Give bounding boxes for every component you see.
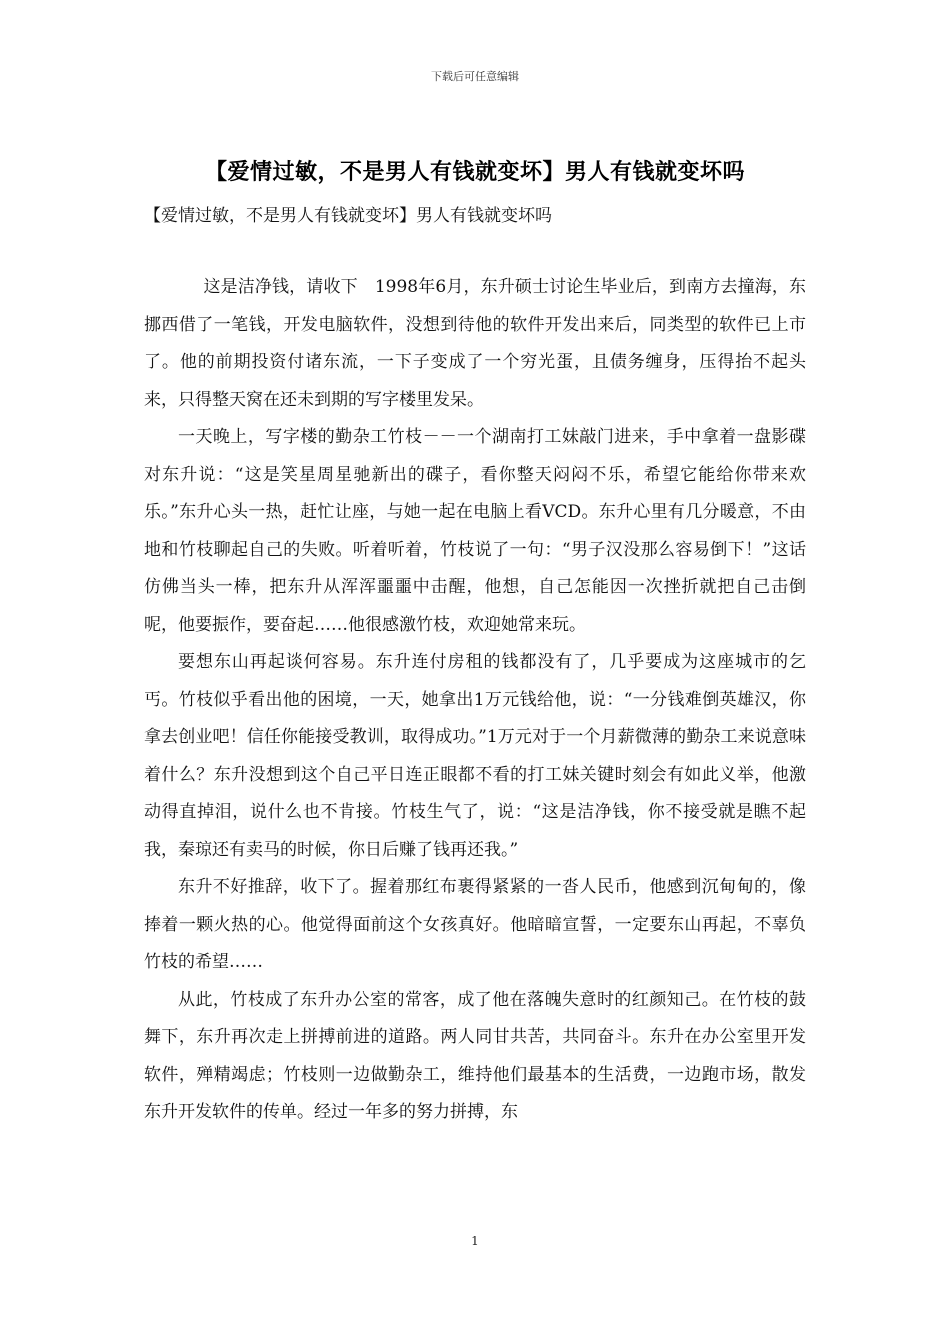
article-body <box>144 269 806 1132</box>
document-title: 【爱情过敏，不是男人有钱就变坏】男人有钱就变坏吗 <box>204 159 745 185</box>
paragraph: 这是洁净钱，请收下 1998年6月，东升硕士讨论生毕业后，到南方去撞海，东挪西借了一笔钱，开发电脑软件，没想到待他的软件开发出来后，同类型的软件已上市了。他的前期投资付诸东流，一下子变成了一个穷光蛋，且债务缠身，压得抬不起头来，只得整天窝在还未到期的写字楼里发呆。 <box>144 277 806 410</box>
paragraph: 要想东山再起谈何容易。东升连付房租的钱都没有了，几乎要成为这座城市的乞丐。竹枝似乎看出他的困境，一天，她拿出1万元钱给他，说：“一分钱难倒英雄汉，你拿去创业吧！信任你能接受教训，取得成功。”1万元对于一个月薪微薄的勤杂工来说意味着什么？东升没想到这个自己平日连正眼都不看的打工妹关键时刻会有如此义举，他激动得直掉泪，说什么也不肯接。竹枝生气了，说：“这是洁净钱，你不接受就是瞧不起我，秦琼还有卖马的时候，你日后赚了钱再还我。” <box>144 652 806 860</box>
document-subtitle: 【爱情过敏，不是男人有钱就变坏】男人有钱就变坏吗 <box>144 206 552 226</box>
page-number: 1 <box>471 1234 479 1248</box>
header-note: 下载后可任意编辑 <box>431 70 519 83</box>
paragraph: 东升不好推辞，收下了。握着那红布裹得紧紧的一沓人民币，他感到沉甸甸的，像捧着一颗火热的心。他觉得面前这个女孩真好。他暗暗宣誓，一定要东山再起，不辜负竹枝的希望…… <box>144 877 806 972</box>
paragraph: 一天晚上，写字楼的勤杂工竹枝－－一个湖南打工妹敲门进来，手中拿着一盘影碟对东升说：“这是笑星周星驰新出的碟子，看你整天闷闷不乐，希望它能给你带来欢乐。”东升心头一热，赶忙让座，与她一起在电脑上看VCD。东升心里有几分暖意，不由地和竹枝聊起自己的失败。听着听着，竹枝说了一句：“男子汉没那么容易倒下！”这话仿佛当头一棒，把东升从浑浑噩噩中击醒，他想，自己怎能因一次挫折就把自己击倒呢，他要振作，要奋起……他很感激竹枝，欢迎她常来玩。 <box>144 427 806 635</box>
paragraph: 从此，竹枝成了东升办公室的常客，成了他在落魄失意时的红颜知己。在竹枝的鼓舞下，东升再次走上拼搏前进的道路。两人同甘共苦，共同奋斗。东升在办公室里开发软件，殚精竭虑；竹枝则一边做勤杂工，维持他们最基本的生活费，一边跑市场，散发东升开发软件的传单。经过一年多的努力拼搏，东 <box>144 989 806 1122</box>
